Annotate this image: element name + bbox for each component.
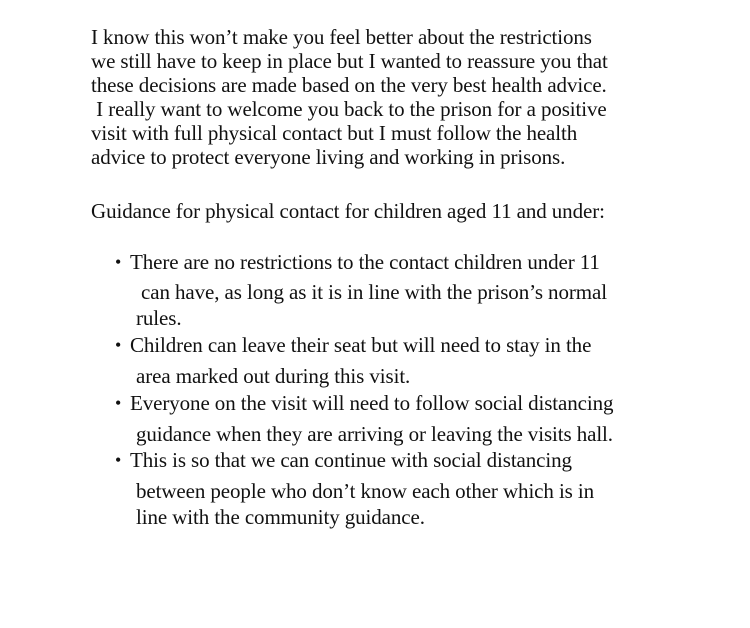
bullet-4-line-2: between people who don’t know each other which is in — [136, 479, 595, 503]
guidance-heading: Guidance for physical contact for children aged 11 and under: — [91, 199, 605, 223]
paragraph-line-3: these decisions are made based on the very best health advice. — [91, 73, 607, 97]
paragraph-line-2: we still have to keep in place but I wanted to reassure you that — [91, 49, 608, 73]
bullet-marker-1: • — [115, 252, 122, 272]
paragraph-line-5: visit with full physical contact but I must follow the health — [91, 121, 578, 145]
bullet-marker-4: • — [115, 450, 122, 470]
bullet-1-line-2: can have, as long as it is in line with the prison’s normal — [141, 280, 607, 304]
bullet-2-line-2: area marked out during this visit. — [136, 364, 411, 388]
bullet-2-line-1: Children can leave their seat but will need to stay in the — [130, 333, 592, 357]
bullet-1-line-3: rules. — [136, 306, 182, 330]
bullet-3-line-1: Everyone on the visit will need to follow social distancing — [130, 391, 614, 415]
paragraph-line-4: I really want to welcome you back to the prison for a positive — [91, 97, 607, 121]
bullet-4-line-1: This is so that we can continue with social distancing — [130, 448, 572, 472]
bullet-4-line-3: line with the community guidance. — [136, 505, 425, 529]
paragraph-line-1: I know this won’t make you feel better about the restrictions — [91, 25, 592, 49]
bullet-3-line-2: guidance when they are arriving or leaving the visits hall. — [136, 422, 613, 446]
bullet-marker-3: • — [115, 393, 122, 413]
bullet-marker-2: • — [115, 335, 122, 355]
paragraph-line-6: advice to protect everyone living and working in prisons. — [91, 145, 566, 169]
bullet-1-line-1: There are no restrictions to the contact children under 11 — [130, 250, 600, 274]
